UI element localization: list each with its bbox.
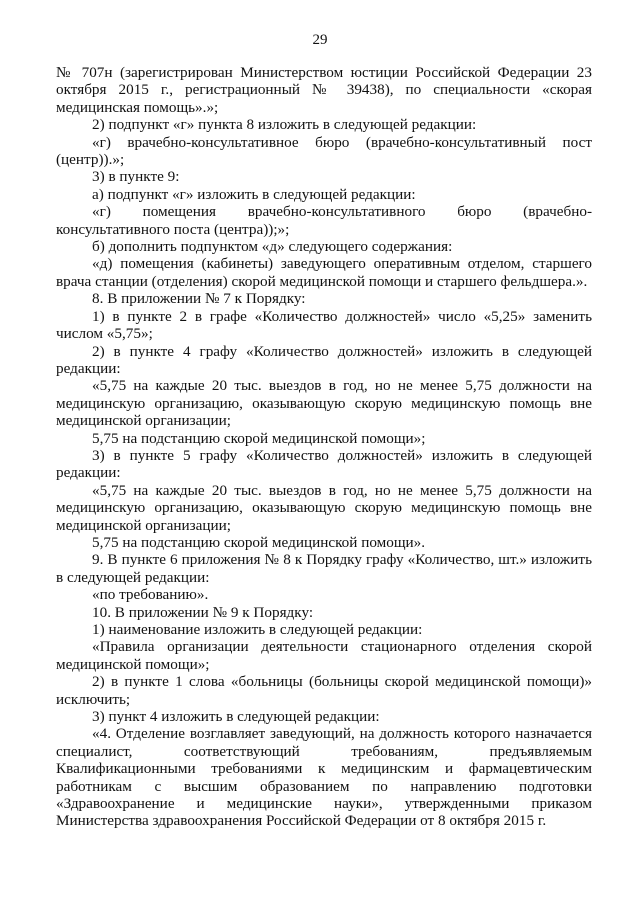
paragraph: 3) в пункте 5 графу «Количество должностей» изложить в следующей редакции: [56,446,592,482]
paragraph: «д) помещения (кабинеты) заведующего оперативным отделом, старшего врача станции (отделения) скорой медицинской помощи и старшего фельдшера.». [56,255,592,290]
document-body [56,64,592,830]
paragraph: «4. Отделение возглавляет заведующий, на должность которого назначается специалист, соответствующий требованиям, предъявляемым Квалификационными требованиями к медицинским и фармацевтическим работникам с высшим образованием по направлению подготовки «Здравоохранение и медицинские науки», утвержденными приказом Министерства здравоохранения Российской Федерации от 8 октября 2015 г. [56,725,592,830]
paragraph: 3) в пункте 9: [92,168,180,186]
paragraph: 5,75 на подстанцию скорой медицинской помощи»; [92,429,426,447]
paragraph: «по требованию». [92,586,209,604]
paragraph: 1) наименование изложить в следующей редакции: [92,621,423,638]
paragraph: а) подпункт «г» изложить в следующей редакции: [92,185,416,203]
paragraph: 1) в пункте 2 в графе «Количество должностей» число «5,25» заменить числом «5,75»; [56,307,592,343]
paragraph: 2) в пункте 1 слова «больницы (больницы скорой медицинской помощи)» исключить; [56,673,592,708]
page-number: 29 [312,32,328,48]
paragraph: 2) подпункт «г» пункта 8 изложить в следующей редакции: [92,116,477,134]
paragraph: б) дополнить подпунктом «д» следующего содержания: [92,238,453,256]
paragraph: № 707н (зарегистрирован Министерством юстиции Российской Федерации 23 октября 2015 г., регистрационный № 39438), по специальности «скорая медицинская помощь».»; [56,64,592,116]
paragraph: «5,75 на каждые 20 тыс. выездов в год, но не менее 5,75 должности на медицинскую организацию, оказывающую скорую медицинскую помощь вне медицинской организации; [56,481,592,534]
paragraph: «Правила организации деятельности стационарного отделения скорой медицинской помощи»; [56,638,592,673]
paragraph: «г) помещения врачебно-консультативного бюро (врачебно-консультативного поста (центра));»; [56,203,592,238]
paragraph: 2) в пункте 4 графу «Количество должностей» изложить в следующей редакции: [56,342,592,377]
paragraph: 5,75 на подстанцию скорой медицинской помощи». [92,533,426,551]
paragraph: «г) врачебно-консультативное бюро (врачебно-консультативный пост (центр)).»; [56,133,592,169]
paragraph: 10. В приложении № 9 к Порядку: [92,603,314,621]
paragraph: 9. В пункте 6 приложения № 8 к Порядку графу «Количество, шт.» изложить в следующей редакции: [56,551,592,586]
paragraph: «5,75 на каждые 20 тыс. выездов в год, но не менее 5,75 должности на медицинскую организацию, оказывающую скорую медицинскую помощь вне медицинской организации; [56,377,592,430]
paragraph: 3) пункт 4 изложить в следующей редакции: [92,708,380,726]
paragraph: 8. В приложении № 7 к Порядку: [92,290,306,308]
